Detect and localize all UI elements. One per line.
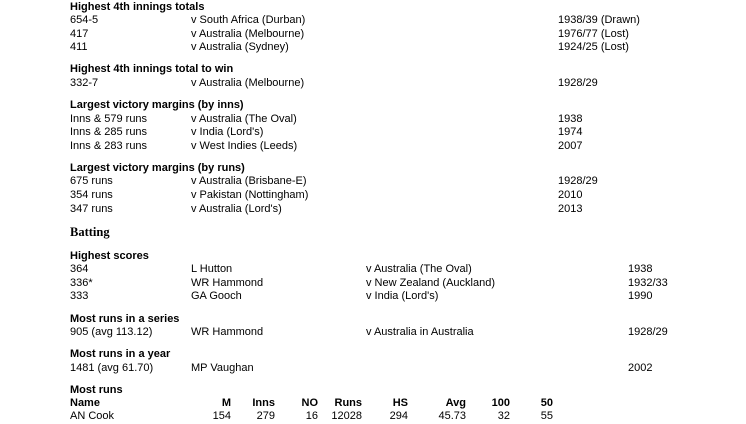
score: 332-7 [70, 77, 99, 89]
score: 347 runs [70, 203, 113, 215]
season: 1974 [558, 126, 583, 138]
score: 411 [70, 41, 88, 53]
season: 1938 [558, 113, 583, 125]
opponent: v Australia (Melbourne) [191, 77, 305, 89]
column-header-runs: Runs [334, 397, 362, 409]
cell-hundreds: 32 [497, 410, 510, 422]
score: 675 runs [70, 175, 113, 187]
season: 1938 [628, 263, 653, 275]
column-header-name: Name [70, 397, 100, 409]
column-header-innings: Inns [252, 397, 275, 409]
section-heading-highest-4th-innings: Highest 4th innings totals [70, 1, 205, 13]
season: 1928/29 [558, 77, 598, 89]
score: Inns & 579 runs [70, 113, 148, 125]
opponent: v South Africa (Durban) [191, 14, 306, 26]
score: 354 runs [70, 189, 113, 201]
cell-matches: 154 [212, 410, 231, 422]
section-heading-victory-margins-inns: Largest victory margins (by inns) [70, 99, 244, 111]
section-heading-highest-4th-innings-win: Highest 4th innings total to win [70, 63, 234, 75]
season: 2010 [558, 189, 583, 201]
column-header-hundreds: 100 [491, 397, 510, 409]
player: L Hutton [191, 263, 233, 275]
score: 1481 (avg 61.70) [70, 362, 154, 374]
cell-fifties: 55 [540, 410, 553, 422]
opponent: v Australia (The Oval) [191, 113, 297, 125]
opponent: v West Indies (Leeds) [191, 140, 298, 152]
section-heading-most-runs-series: Most runs in a series [70, 313, 180, 325]
opponent: v Pakistan (Nottingham) [191, 189, 309, 201]
section-heading-most-runs-year: Most runs in a year [70, 348, 171, 360]
opponent: v New Zealand (Auckland) [366, 277, 496, 289]
cell-innings: 279 [256, 410, 275, 422]
season: 1976/77 (Lost) [558, 28, 629, 40]
score: 654-5 [70, 14, 99, 26]
season: 1932/33 [628, 277, 668, 289]
cell-name: AN Cook [70, 410, 115, 422]
opponent: v Australia (Lord's) [191, 203, 282, 215]
score: 905 (avg 113.12) [70, 326, 153, 338]
column-header-not-outs: NO [301, 397, 318, 409]
column-header-matches: M [221, 397, 231, 409]
cell-highest-score: 294 [389, 410, 408, 422]
season: 1990 [628, 290, 653, 302]
score: 364 [70, 263, 89, 275]
season: 1928/29 [628, 326, 668, 338]
player: MP Vaughan [191, 362, 254, 374]
score: Inns & 283 runs [70, 140, 148, 152]
opponent: v Australia (Brisbane-E) [191, 175, 307, 187]
column-header-average: Avg [445, 397, 466, 409]
cell-not-outs: 16 [305, 410, 318, 422]
opponent: v Australia (Melbourne) [191, 28, 305, 40]
season: 2002 [628, 362, 653, 374]
cell-average: 45.73 [438, 410, 466, 422]
cell-runs: 12028 [331, 410, 362, 422]
season: 1928/29 [558, 175, 598, 187]
score: 417 [70, 28, 89, 40]
opponent: v Australia (The Oval) [366, 263, 472, 275]
player: WR Hammond [191, 326, 264, 338]
batting-title: Batting [70, 225, 110, 239]
opponent: v India (Lord's) [366, 290, 439, 302]
score: Inns & 285 runs [70, 126, 148, 138]
season: 1938/39 (Drawn) [558, 14, 640, 26]
opponent: v India (Lord's) [191, 126, 264, 138]
column-header-highest-score: HS [392, 397, 408, 409]
season: 2013 [558, 203, 583, 215]
opponent: v Australia in Australia [366, 326, 474, 338]
section-heading-highest-scores: Highest scores [70, 250, 149, 262]
section-heading-victory-margins-runs: Largest victory margins (by runs) [70, 162, 245, 174]
player: GA Gooch [191, 290, 242, 302]
score: 333 [70, 290, 89, 302]
season: 1924/25 (Lost) [558, 41, 629, 53]
player: WR Hammond [191, 277, 264, 289]
season: 2007 [558, 140, 583, 152]
section-heading-most-runs: Most runs [70, 384, 123, 396]
opponent: v Australia (Sydney) [191, 41, 289, 53]
column-header-fifties: 50 [540, 397, 553, 409]
score: 336* [70, 277, 93, 289]
